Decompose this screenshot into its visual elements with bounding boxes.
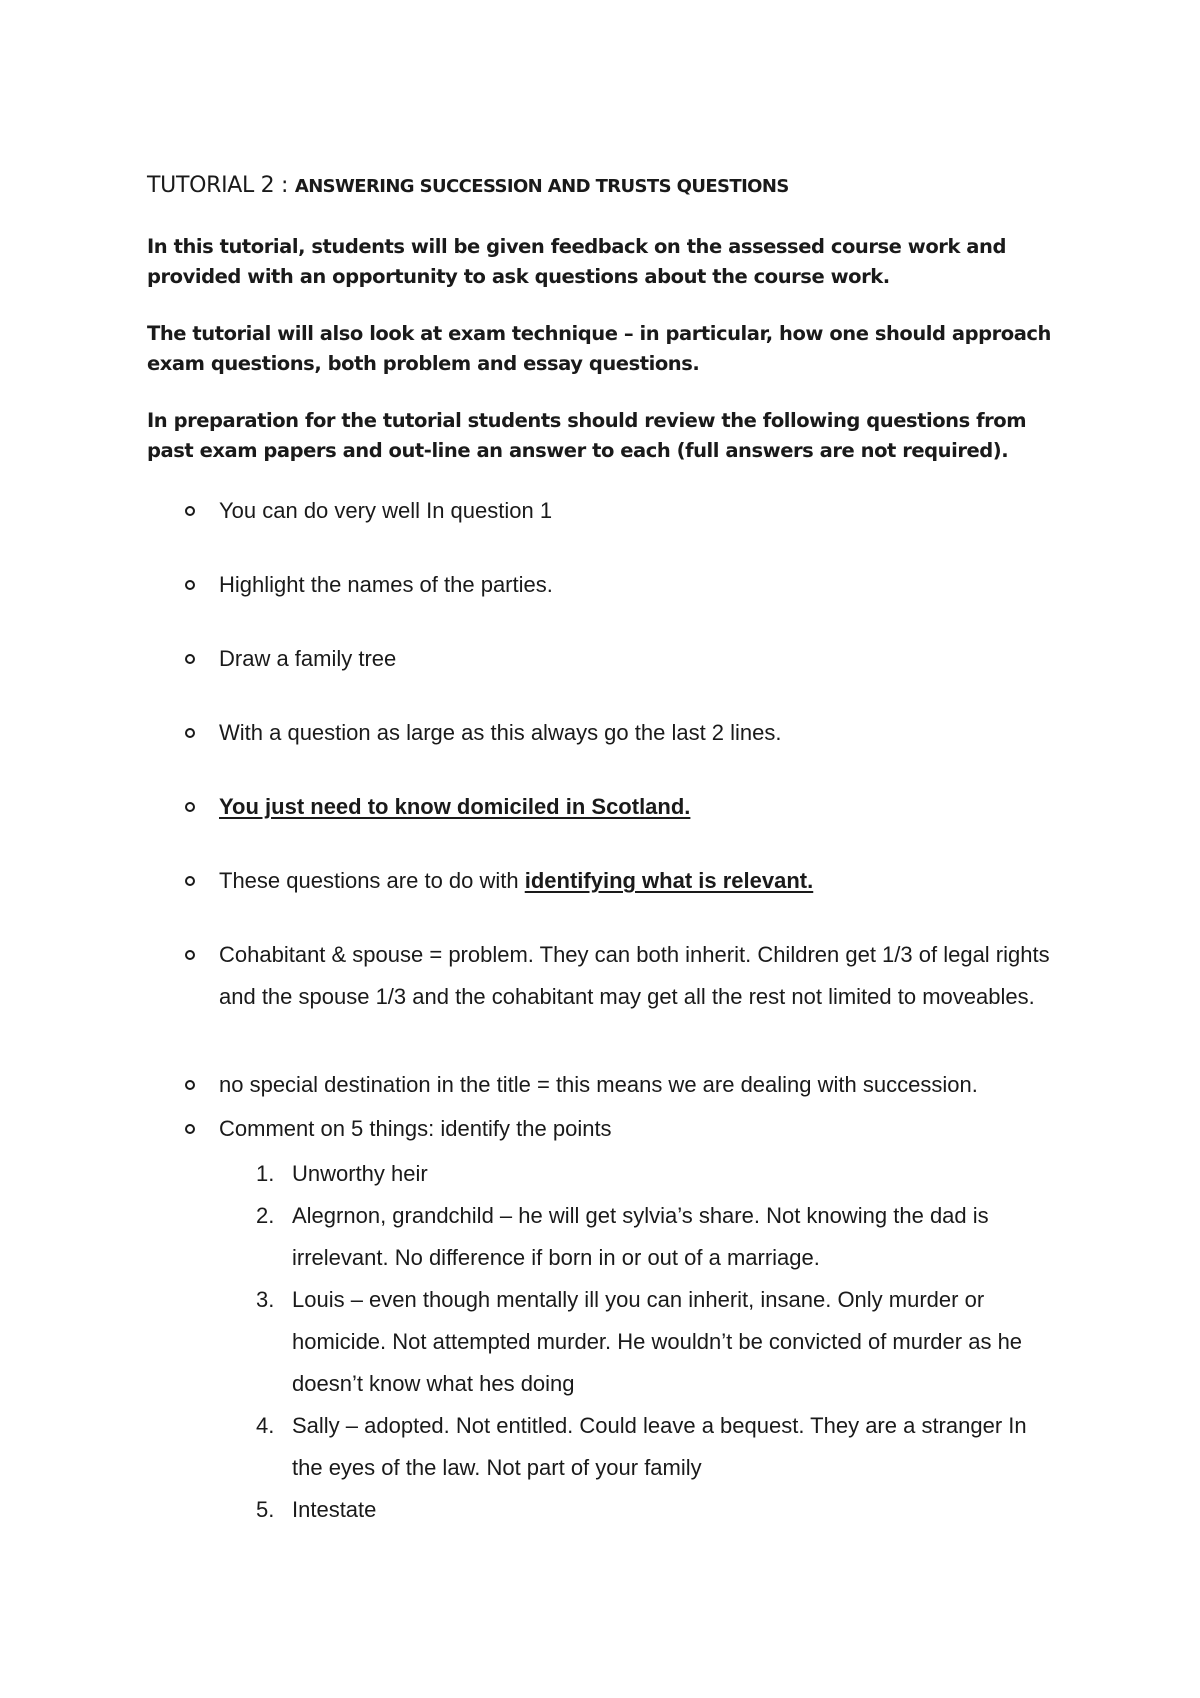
- bullet-text: You can do very well In question 1: [219, 498, 553, 523]
- bullet-text: With a question as large as this always go the last 2 lines.: [219, 720, 782, 745]
- hollow-bullet-icon: [185, 506, 195, 516]
- item-text: Louis – even though mentally ill you can inherit, insane. Only murder or homicide. Not attempted murder. He wouldn’t be convicted of murder as he doesn’t know what hes doing: [292, 1287, 1023, 1396]
- hollow-bullet-icon: [185, 802, 195, 812]
- hollow-bullet-icon: [185, 1080, 195, 1090]
- bullet-text: no special destination in the title = this means we are dealing with succession.: [219, 1072, 978, 1097]
- bullet-text: Highlight the names of the parties.: [219, 572, 553, 597]
- bullet-text-emphasis: You just need to know domiciled in Scotland.: [219, 794, 691, 819]
- hollow-bullet-icon: [185, 1124, 195, 1134]
- intro-paragraph-exam-technique: The tutorial will also look at exam technique – in particular, how one should approach exam questions, both problem and essay questions.: [147, 322, 1051, 375]
- hollow-bullet-icon: [185, 580, 195, 590]
- item-text: Intestate: [292, 1497, 377, 1522]
- bullet-text-plain: These questions are to do with: [219, 868, 525, 893]
- document-title: [147, 173, 789, 198]
- hollow-bullet-icon: [185, 728, 195, 738]
- item-text: Alegrnon, grandchild – he will get sylvia’s share. Not knowing the dad is irrelevant. No difference if born in or out of a marriage.: [292, 1203, 989, 1270]
- title-lead: TUTORIAL 2 :: [147, 173, 295, 198]
- item-number: 3.: [256, 1287, 275, 1312]
- item-number: 2.: [256, 1203, 275, 1228]
- hollow-bullet-icon: [185, 950, 195, 960]
- title-heading: ANSWERING SUCCESSION AND TRUSTS QUESTIONS: [294, 176, 789, 197]
- intro-paragraph-feedback: In this tutorial, students will be given feedback on the assessed course work and provided with an opportunity to ask questions about the course work.: [147, 235, 1006, 288]
- bullet-text: Comment on 5 things: identify the points: [219, 1116, 612, 1141]
- bullet-text-emphasis: identifying what is relevant.: [524, 868, 814, 893]
- item-text: Sally – adopted. Not entitled. Could leave a bequest. They are a stranger In the eyes of the law. Not part of your family: [292, 1413, 1027, 1480]
- item-number: 5.: [256, 1497, 275, 1522]
- hollow-bullet-icon: [185, 876, 195, 886]
- intro-paragraph-preparation: In preparation for the tutorial students should review the following questions from past exam papers and out-line an answer to each (full answers are not required).: [147, 409, 1027, 462]
- item-text: Unworthy heir: [292, 1161, 428, 1186]
- item-number: 4.: [256, 1413, 275, 1438]
- item-number: 1.: [256, 1161, 275, 1186]
- bullet-text: Cohabitant & spouse = problem. They can both inherit. Children get 1/3 of legal rights and the spouse 1/3 and the cohabitant may get all the rest not limited to moveables.: [219, 942, 1050, 1009]
- bullet-text: Draw a family tree: [219, 646, 397, 671]
- hollow-bullet-icon: [185, 654, 195, 664]
- bullet-text: [219, 860, 1079, 902]
